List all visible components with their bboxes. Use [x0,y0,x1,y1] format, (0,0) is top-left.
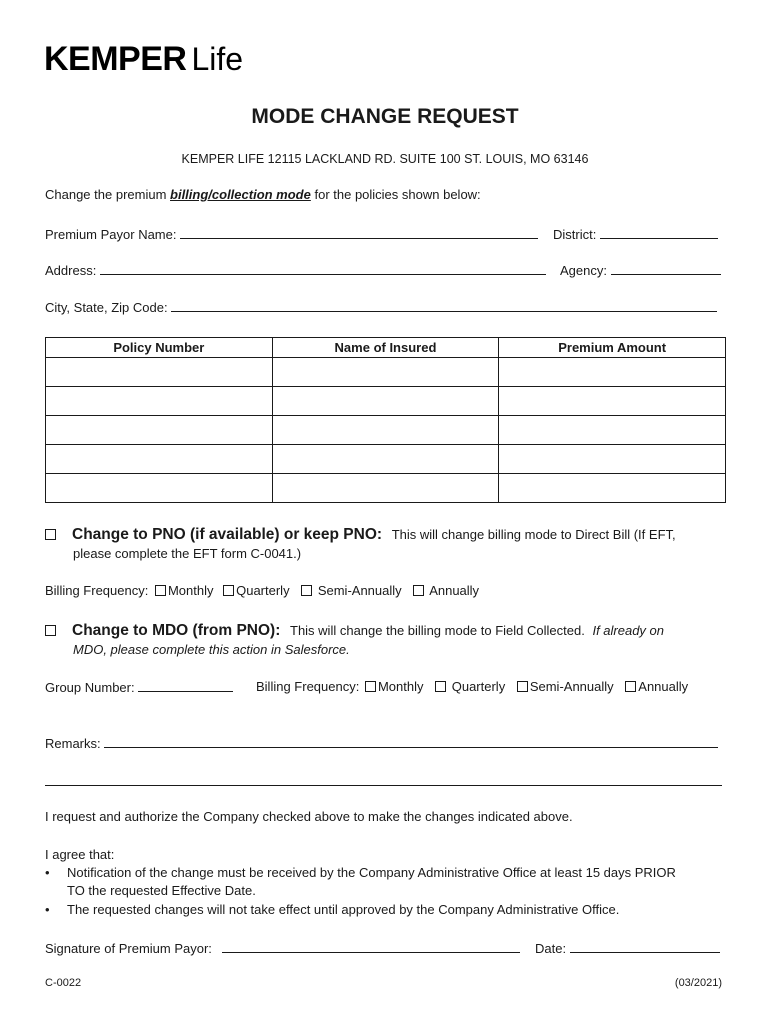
pno-description-2: please complete the EFT form C-0041.) [73,546,302,561]
form-revision: (03/2021) [674,977,722,989]
table-row [46,387,726,416]
date-line[interactable] [570,940,720,953]
mdo-description-italic: If already on [592,623,664,638]
remarks-label: Remarks: [45,736,101,751]
date-label: Date: [535,941,567,956]
district-label: District: [553,227,597,242]
remarks-field[interactable] [45,735,718,751]
city-state-zip-line[interactable] [171,299,717,312]
intro-text: Change the premium billing/collection mode for the policies shown below: [45,187,481,202]
city-state-zip-label: City, State, Zip Code: [45,300,168,315]
pno-semi-annually-checkbox[interactable] [301,585,312,596]
group-number-line[interactable] [138,679,233,692]
agree-item-1-cont: TO the requested Effective Date. [67,883,256,898]
city-state-zip-field[interactable] [45,299,717,315]
insured-name-cell[interactable] [272,474,499,503]
pno-description: This will change billing mode to Direct Bill (If EFT, [391,527,676,542]
policy-number-cell[interactable] [46,416,273,445]
agency-line[interactable] [611,262,721,275]
table-row [46,416,726,445]
group-number-label: Group Number: [45,680,135,695]
logo-suffix: Life [191,41,244,77]
date-field[interactable] [535,940,720,956]
signature-label: Signature of Premium Payor: [45,941,212,956]
policy-number-cell[interactable] [46,387,273,416]
agree-item-1: • Notification of the change must be received by the Company Administrative Office at least 15 days PRIOR [45,865,676,880]
pno-quarterly-checkbox[interactable] [223,585,234,596]
pno-option-semi-annually: Semi-Annually [317,583,402,598]
pno-billing-frequency-row [45,583,479,598]
premium-amount-cell[interactable] [499,416,726,445]
remarks-line[interactable] [104,735,718,748]
mdo-heading: Change to MDO (from PNO): [72,622,281,639]
form-title: MODE CHANGE REQUEST [251,105,519,128]
mdo-option-monthly: Monthly [377,679,424,694]
signature-line[interactable] [222,940,520,953]
mdo-group-number-field[interactable] [45,679,233,695]
mdo-option-semi-annually: Semi-Annually [529,679,614,694]
mdo-section-heading-row [45,622,664,640]
company-address: KEMPER LIFE 12115 LACKLAND RD. SUITE 100 ST. LOUIS, MO 63146 [181,152,589,166]
pno-option-quarterly: Quarterly [236,583,290,598]
mdo-billing-label: Billing Frequency: [256,679,360,694]
pno-section-heading-row [45,526,676,544]
pno-annually-checkbox[interactable] [413,585,424,596]
payor-name-line[interactable] [180,226,538,239]
insured-name-cell[interactable] [272,416,499,445]
mdo-description-2: MDO, please complete this action in Salesforce. [73,642,350,657]
remarks-line-2[interactable] [45,785,722,786]
district-line[interactable] [600,226,718,239]
header-policy-number: Policy Number [46,338,273,358]
bullet-icon: • [45,902,50,917]
address-label: Address: [45,263,97,278]
mdo-quarterly-checkbox[interactable] [435,681,446,692]
address-line[interactable] [100,262,546,275]
table-header-row [46,338,726,358]
pno-option-annually: Annually [429,583,480,598]
policy-table [45,337,726,503]
table-row [46,358,726,387]
form-number: C-0022 [45,977,82,989]
pno-billing-label: Billing Frequency: [45,583,149,598]
mdo-billing-frequency-row [256,679,688,694]
pno-heading: Change to PNO (if available) or keep PNO: [72,526,383,543]
signature-field[interactable] [45,940,520,956]
agree-lead: I agree that: [45,847,115,862]
pno-monthly-checkbox[interactable] [155,585,166,596]
insured-name-cell[interactable] [272,387,499,416]
authorization-text: I request and authorize the Company checked above to make the changes indicated above. [45,809,573,824]
mdo-semi-annually-checkbox[interactable] [517,681,528,692]
premium-amount-cell[interactable] [499,474,726,503]
logo-brand: KEMPER [44,40,187,78]
kemper-life-logo [44,40,243,80]
intro-emphasis: billing/collection mode [170,187,311,202]
insured-name-cell[interactable] [272,445,499,474]
pno-option-monthly: Monthly [167,583,214,598]
agency-field[interactable] [560,262,721,278]
mdo-annually-checkbox[interactable] [625,681,636,692]
insured-name-cell[interactable] [272,358,499,387]
header-premium-amount: Premium Amount [499,338,726,358]
policy-number-cell[interactable] [46,445,273,474]
pno-checkbox[interactable] [45,529,56,540]
bullet-icon: • [45,865,50,880]
mdo-description: This will change the billing mode to Field Collected. [290,623,585,638]
premium-amount-cell[interactable] [499,358,726,387]
table-row [46,445,726,474]
premium-amount-cell[interactable] [499,445,726,474]
header-name-of-insured: Name of Insured [272,338,499,358]
district-field[interactable] [553,226,718,242]
payor-name-label: Premium Payor Name: [45,227,177,242]
address-field[interactable] [45,262,546,278]
agree-item-2: • The requested changes will not take effect until approved by the Company Administrative Office. [45,902,620,917]
policy-number-cell[interactable] [46,358,273,387]
mdo-option-quarterly: Quarterly [451,679,506,694]
mdo-monthly-checkbox[interactable] [365,681,376,692]
mdo-option-annually: Annually [638,679,689,694]
policy-number-cell[interactable] [46,474,273,503]
table-row [46,474,726,503]
premium-amount-cell[interactable] [499,387,726,416]
mdo-checkbox[interactable] [45,625,56,636]
agency-label: Agency: [560,263,607,278]
payor-name-field[interactable] [45,226,538,242]
